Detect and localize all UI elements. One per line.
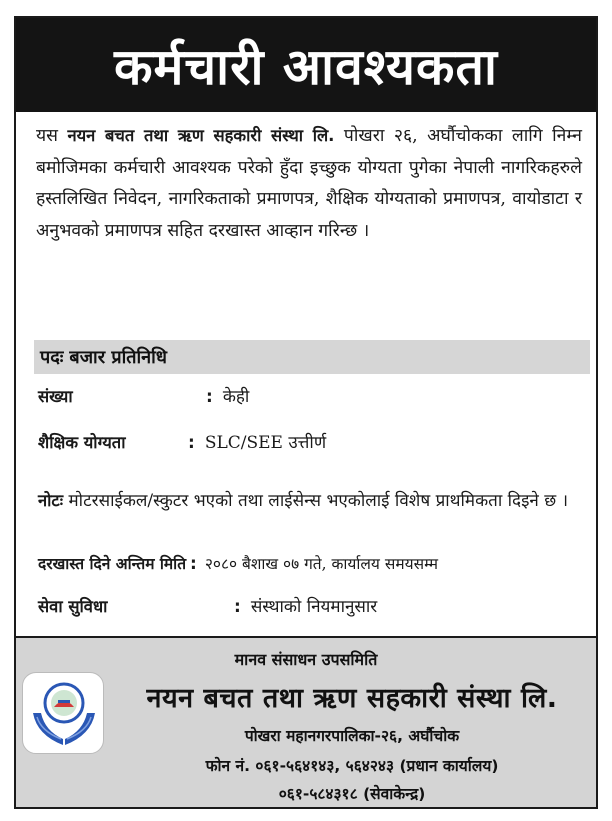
count-colon: : bbox=[206, 387, 213, 407]
footer bbox=[16, 636, 596, 809]
footer-phone-main: फोन नं. ०६१-५६४१४३, ५६४२४३ (प्रधान कार्यालय) bbox=[205, 757, 499, 775]
deadline-value: २०८० बैशाख ०७ गते, कार्यालय समयसम्म bbox=[204, 555, 438, 573]
qualification-label: शैक्षिक योग्यता bbox=[38, 433, 126, 452]
footer-phone-service: ०६१-५८४३१८ (सेवाकेन्द्र) bbox=[278, 785, 426, 803]
qualification-value: SLC/SEE उत्तीर्ण bbox=[204, 433, 327, 453]
facility-label: सेवा सुविधा bbox=[38, 597, 108, 616]
qualification-row bbox=[38, 430, 588, 453]
deadline-colon: : bbox=[190, 554, 197, 574]
count-value: केही bbox=[222, 387, 250, 407]
count-label: संख्या bbox=[38, 387, 73, 406]
footer-committee: मानव संसाधन उपसमिति bbox=[234, 650, 378, 669]
intro-body: पोखरा २६, अर्घौचोकका लागि निम्न बमोजिमका कर्मचारी आवश्यक परेको हुँदा इच्छुक योग्यता पुगेका नेपाली नागरिकहरुले हस्तलिखित निवेदन, नागरिकताको प्रमाणपत्र, शैक्षिक योग्यताको प्रमाणपत्र, वायोडाटा र अनुभवको प्रमाणपत्र सहित दरखास्त आव्हान गरिन्छ । bbox=[36, 126, 582, 241]
intro-org-name: नयन बचत तथा ऋण सहकारी संस्था लि. bbox=[67, 126, 335, 145]
qualification-colon: : bbox=[188, 433, 195, 453]
footer-org-name: नयन बचत तथा ऋण सहकारी संस्था लि. bbox=[146, 683, 558, 714]
intro-paragraph bbox=[36, 120, 582, 247]
facility-value: संस्थाको नियमानुसार bbox=[250, 597, 378, 617]
deadline-row bbox=[38, 552, 588, 574]
note-label: नोटः bbox=[38, 491, 64, 510]
advertisement-frame bbox=[14, 16, 598, 809]
post-value: बजार प्रतिनिधि bbox=[69, 347, 167, 368]
intro-prefix: यस bbox=[36, 126, 68, 146]
deadline-label: दरखास्त दिने अन्तिम मिति bbox=[38, 555, 187, 573]
count-row bbox=[38, 384, 588, 407]
facility-row bbox=[38, 594, 588, 617]
post-label: पदः bbox=[40, 347, 64, 368]
facility-colon: : bbox=[234, 597, 241, 617]
cooperative-hands-logo-icon bbox=[22, 672, 104, 754]
headline: कर्मचारी आवश्यकता bbox=[16, 18, 596, 112]
post-bar bbox=[34, 340, 590, 374]
note-value: मोटरसाईकल/स्कुटर भएको तथा लाईसेन्स भएकोलाई विशेष प्राथमिकता दिइने छ । bbox=[63, 491, 569, 511]
footer-address: पोखरा महानगरपालिका-२६, अर्घौचोक bbox=[244, 727, 460, 745]
note-paragraph bbox=[38, 484, 588, 518]
